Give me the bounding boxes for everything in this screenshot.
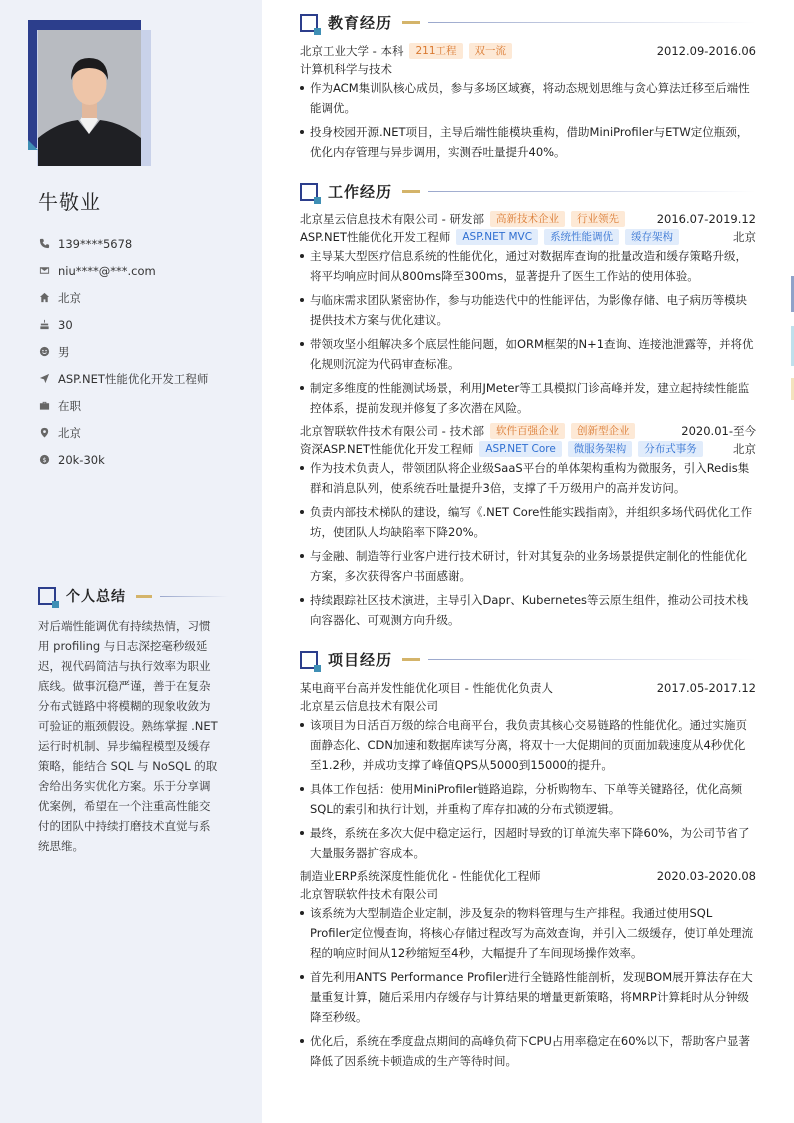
list-item: 与金融、制造等行业客户进行技术研讨，针对其复杂的业务场景提供定制化的性能优化方案，多次获得客户书面感谢。 <box>300 546 756 586</box>
list-item: 优化后，系统在季度盘点期间的高峰负荷下CPU占用率稳定在60%以下，帮助客户显著降低了因系统卡顿造成的生产等待时间。 <box>300 1031 756 1071</box>
send-icon <box>38 373 50 385</box>
mail-icon <box>38 265 50 277</box>
job-date: 2016.07-2019.12 <box>656 212 756 226</box>
info-text: ASP.NET性能优化开发工程师 <box>58 371 209 386</box>
contact-info-list <box>38 230 248 473</box>
major: 计算机科学与技术 <box>300 62 392 76</box>
company-tag: 高新技术企业 <box>490 211 565 227</box>
school-tag: 双一流 <box>469 43 513 59</box>
job-role-row <box>300 228 756 246</box>
skill-tag: ASP.NET Core <box>479 441 561 457</box>
info-hometown <box>38 284 248 311</box>
company-name: 北京星云信息技术有限公司 - 研发部 <box>300 212 484 226</box>
skill-tag: 分布式事务 <box>638 441 703 457</box>
svg-text:$: $ <box>41 455 47 464</box>
job-role-row <box>300 440 756 458</box>
job-city: 北京 <box>733 230 756 244</box>
list-item: 持续跟踪社区技术演进，主导引入Dapr、Kubernetes等云原生组件，推动公司技术栈向容器化、可观测方向升级。 <box>300 590 756 630</box>
photo-frame <box>28 20 152 166</box>
company-name: 北京智联软件技术有限公司 - 技术部 <box>300 424 484 438</box>
education-date: 2012.09-2016.06 <box>656 44 756 58</box>
info-location <box>38 419 248 446</box>
info-text: 北京 <box>58 290 81 305</box>
job-bullets <box>300 246 756 422</box>
section-divider <box>428 191 756 192</box>
list-item: 作为技术负责人，带领团队将企业级SaaS平台的单体架构重构为微服务，引入Redis集群和消息队列，使系统吞吐量提升3倍，支撑了千万级用户的高并发访问。 <box>300 458 756 498</box>
education-header-row <box>300 42 756 60</box>
education-bullets <box>300 78 756 166</box>
info-text: 30 <box>58 317 73 332</box>
skill-tag: ASP.NET MVC <box>456 229 538 245</box>
job-role: ASP.NET性能优化开发工程师 <box>300 230 451 244</box>
info-status <box>38 392 248 419</box>
summary-section-header <box>38 586 228 606</box>
project-name: 制造业ERP系统深度性能优化 - 性能优化工程师 <box>300 869 541 883</box>
list-item: 负责内部技术梯队的建设，编写《.NET Core性能实践指南》，并组织多场代码优化工作坊，使团队人均缺陷率下降20%。 <box>300 502 756 542</box>
section-accent <box>402 190 420 193</box>
project-bullets <box>300 715 756 867</box>
section-square-icon <box>300 183 318 201</box>
location-icon <box>38 427 50 439</box>
cake-icon <box>38 319 50 331</box>
project-company: 北京智联软件技术有限公司 <box>300 887 438 901</box>
info-gender <box>38 338 248 365</box>
company-tag: 创新型企业 <box>571 423 636 439</box>
briefcase-icon <box>38 400 50 412</box>
job-header-row <box>300 422 756 440</box>
list-item: 带领攻坚小组解决多个底层性能问题，如ORM框架的N+1查询、连接池泄露等，并将优化规则沉淀为代码审查标准。 <box>300 334 756 374</box>
list-item: 主导某大型医疗信息系统的性能优化，通过对数据库查询的批量改造和缓存策略升级，将平均响应时间从800ms降至300ms，显著提升了医生工作站的使用体验。 <box>300 246 756 286</box>
project-company: 北京星云信息技术有限公司 <box>300 699 438 713</box>
list-item: 该项目为日活百万级的综合电商平台，我负责其核心交易链路的性能优化。通过实施页面静态化、CDN加速和数据库读写分离，将双十一大促期间的页面加载速度从4秒优化至1.2秒，并成功支撑了峰值QPS从5000到15000的提升。 <box>300 715 756 775</box>
section-title: 项目经历 <box>328 651 393 669</box>
candidate-name: 牛敬业 <box>38 190 101 214</box>
company-tag: 行业领先 <box>571 211 625 227</box>
section-square-icon <box>300 14 318 32</box>
section-square-icon <box>38 587 56 605</box>
info-text: 139****5678 <box>58 236 133 251</box>
phone-icon <box>38 238 50 250</box>
job-header-row <box>300 210 756 228</box>
project-name: 某电商平台高并发性能优化项目 - 性能优化负责人 <box>300 681 553 695</box>
info-text: niu****@***.com <box>58 263 156 278</box>
info-text: 北京 <box>58 425 81 440</box>
skill-tag: 微服务架构 <box>568 441 633 457</box>
gender-icon <box>38 346 50 358</box>
list-item: 作为ACM集训队核心成员，参与多场区域赛，将动态规划思维与贪心算法迁移至后端性能调优。 <box>300 78 756 118</box>
info-text: 20k-30k <box>58 452 105 467</box>
section-accent <box>402 21 420 24</box>
skill-tag: 缓存架构 <box>625 229 679 245</box>
section-divider <box>160 596 228 597</box>
school-name: 北京工业大学 - 本科 <box>300 44 404 58</box>
section-title: 教育经历 <box>328 14 393 32</box>
home-icon <box>38 292 50 304</box>
info-age <box>38 311 248 338</box>
skill-tag: 系统性能调优 <box>544 229 619 245</box>
project-bullets <box>300 903 756 1075</box>
section-title: 工作经历 <box>328 183 393 201</box>
list-item: 与临床需求团队紧密协作，参与功能迭代中的性能评估，为影像存储、电子病历等模块提供技术方案与优化建议。 <box>300 290 756 330</box>
summary-text: 对后端性能调优有持续热情，习惯用 profiling 与日志深挖毫秒级延迟，视代码简洁与执行效率为职业底线。做事沉稳严谨，善于在复杂分布式链路中将模糊的现象收敛为可验证的瓶颈假设。熟练掌握 .NET 运行时机制、异步编程模型及缓存策略，能结合 SQL 与 NoSQL 的取舍给出务实优化方案。乐于分享调优案例，希望在一个注重高性能交付的团队中持续打磨技术直觉与系统思维。 <box>38 619 218 853</box>
section-title: 个人总结 <box>66 589 126 605</box>
info-text: 男 <box>58 344 70 359</box>
info-phone <box>38 230 248 257</box>
projects-section-header <box>300 649 756 670</box>
education-section-header <box>300 12 756 33</box>
list-item: 具体工作包括：使用MiniProfiler链路追踪，分析购物车、下单等关键路径，优化高频SQL的索引和执行计划，并重构了库存扣减的分布式锁逻辑。 <box>300 779 756 819</box>
job-city: 北京 <box>733 442 756 456</box>
project-company-row <box>300 885 756 903</box>
project-date: 2020.03-2020.08 <box>656 869 756 883</box>
project-date: 2017.05-2017.12 <box>656 681 756 695</box>
job-bullets <box>300 458 756 634</box>
job-role: 资深ASP.NET性能优化开发工程师 <box>300 442 474 456</box>
section-square-icon <box>300 651 318 669</box>
work-section-header <box>300 181 756 202</box>
company-tag: 软件百强企业 <box>490 423 565 439</box>
list-item: 制定多维度的性能测试场景，利用JMeter等工具模拟门诊高峰并发，建立起持续性能监控体系，提前发现并修复了多次潜在风险。 <box>300 378 756 418</box>
list-item: 该系统为大型制造企业定制，涉及复杂的物料管理与生产排程。我通过使用SQL Profiler定位慢查询，将核心存储过程改写为高效查询，并引入二级缓存，使订单处理流程的响应时间从12秒缩短至4秒，大幅提升了车间现场操作效率。 <box>300 903 756 963</box>
avatar-photo <box>38 30 141 166</box>
section-divider <box>428 22 756 23</box>
info-email <box>38 257 248 284</box>
job-date: 2020.01-至今 <box>681 424 756 438</box>
salary-icon <box>38 454 50 466</box>
school-tag: 211工程 <box>409 43 462 59</box>
section-divider <box>428 659 756 660</box>
list-item: 投身校园开源.NET项目，主导后端性能模块重构，借助MiniProfiler与ETW定位瓶颈，优化内存管理与异步调用，实测吞吐量提升40%。 <box>300 122 756 162</box>
list-item: 最终，系统在多次大促中稳定运行，因超时导致的订单流失率下降60%，为公司节省了大量服务器扩容成本。 <box>300 823 756 863</box>
section-accent <box>402 658 420 661</box>
education-major-row <box>300 60 756 78</box>
project-header-row <box>300 679 756 697</box>
info-salary <box>38 446 248 473</box>
list-item: 首先利用ANTS Performance Profiler进行全链路性能剖析，发现BOM展开算法存在大量重复计算，随后采用内存缓存与计算结果的增量更新策略，将MRP计算耗时从分钟级降至秒级。 <box>300 967 756 1027</box>
project-header-row <box>300 867 756 885</box>
info-position <box>38 365 248 392</box>
info-text: 在职 <box>58 398 81 413</box>
project-company-row <box>300 697 756 715</box>
section-accent <box>136 595 152 598</box>
sidebar <box>0 0 262 1123</box>
